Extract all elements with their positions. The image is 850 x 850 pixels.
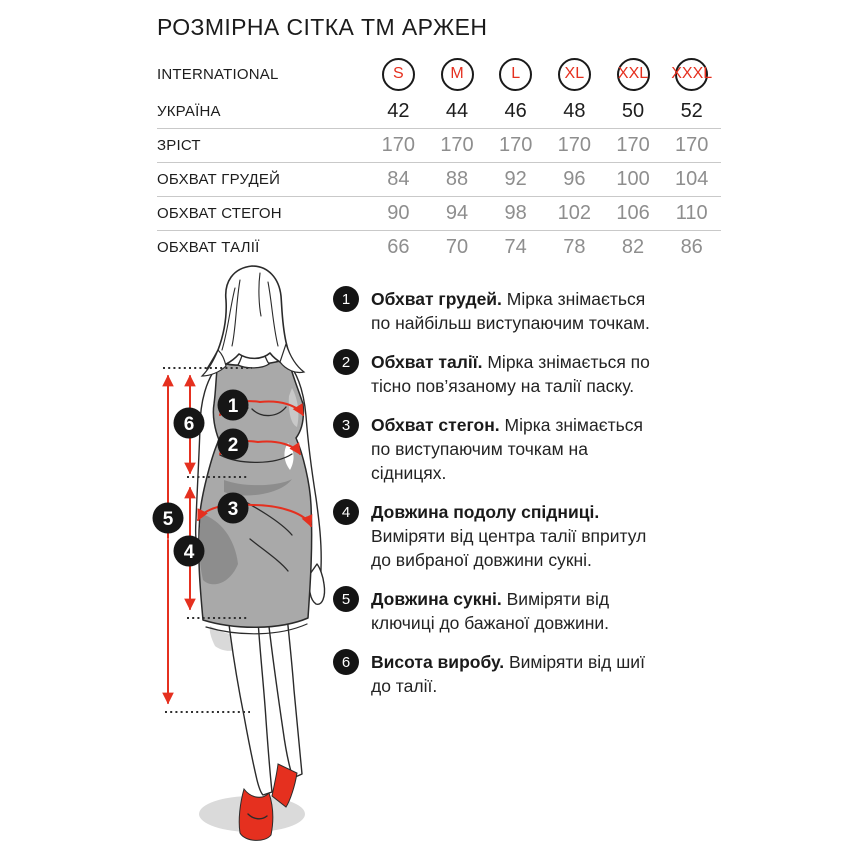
- table-row-waist: ОБХВАТ ТАЛІЇ 66 70 74 78 82 86: [157, 230, 721, 264]
- legend-item-4: 4 Довжина подолу спідниці. Виміряти від центра талії впритул до вибраної довжини сукні.: [333, 500, 663, 572]
- legend-number-badge: 3: [333, 412, 359, 438]
- size-badge-xxxl: XXXL: [675, 58, 708, 91]
- marker-6: [174, 408, 205, 439]
- size-badge-xxl: XXL: [617, 58, 650, 91]
- svg-text:2: 2: [227, 435, 239, 456]
- page-title: РОЗМІРНА СІТКА ТМ АРЖЕН: [157, 14, 488, 40]
- legend-number-badge: 6: [333, 649, 359, 675]
- row-label-international: INTERNATIONAL: [157, 65, 279, 83]
- dress: [199, 359, 312, 634]
- legend-number-badge: 5: [333, 586, 359, 612]
- svg-text:3: 3: [227, 499, 239, 520]
- size-badge-xl: XL: [558, 58, 591, 91]
- legend-number-badge: 2: [333, 349, 359, 375]
- table-row-international: [157, 54, 721, 94]
- measurement-legend: [333, 287, 663, 713]
- measurement-figure-illustration: [140, 258, 340, 850]
- legend-item-6: 6 Висота виробу. Виміряти від шиї до талії.: [333, 650, 663, 698]
- svg-text:5: 5: [162, 509, 174, 530]
- size-badge-l: L: [499, 58, 532, 91]
- size-badge-m: M: [441, 58, 474, 91]
- svg-text:6: 6: [183, 414, 195, 435]
- table-row-hips: ОБХВАТ СТЕГОН 90 94 98 102 106 110: [157, 196, 721, 230]
- figure-head: [202, 266, 304, 376]
- table-row-height: ЗРІСТ 170 170 170 170 170 170: [157, 128, 721, 162]
- legend-item-3: 3 Обхват стегон. Мірка знімається по виступаючим точкам на сідницях.: [333, 413, 663, 485]
- size-badge-s: S: [382, 58, 415, 91]
- legend-item-2: 2 Обхват талії. Мірка знімається по тісно пов’язаному на талії паску.: [333, 350, 663, 398]
- size-table: [157, 54, 721, 264]
- legend-item-5: 5 Довжина сукні. Виміряти від ключиці до бажаної довжини.: [333, 587, 663, 635]
- marker-5: [153, 503, 184, 534]
- marker-4: [174, 536, 205, 567]
- row-label-ukraine: УКРАЇНА: [157, 102, 221, 120]
- marker-1: [218, 390, 249, 421]
- svg-text:4: 4: [183, 542, 195, 563]
- marker-2: [218, 429, 249, 460]
- table-row-ukraine: УКРАЇНА 42 44 46 48 50 52: [157, 99, 703, 122]
- marker-3: [218, 493, 249, 524]
- svg-text:1: 1: [227, 396, 239, 417]
- legend-item-1: 1 Обхват грудей. Мірка знімається по найбільш виступаючим точкам.: [333, 287, 663, 335]
- table-row-chest: ОБХВАТ ГРУДЕЙ 84 88 92 96 100 104: [157, 162, 721, 196]
- legend-number-badge: 1: [333, 286, 359, 312]
- figure-legs: [228, 616, 302, 795]
- legend-number-badge: 4: [333, 499, 359, 525]
